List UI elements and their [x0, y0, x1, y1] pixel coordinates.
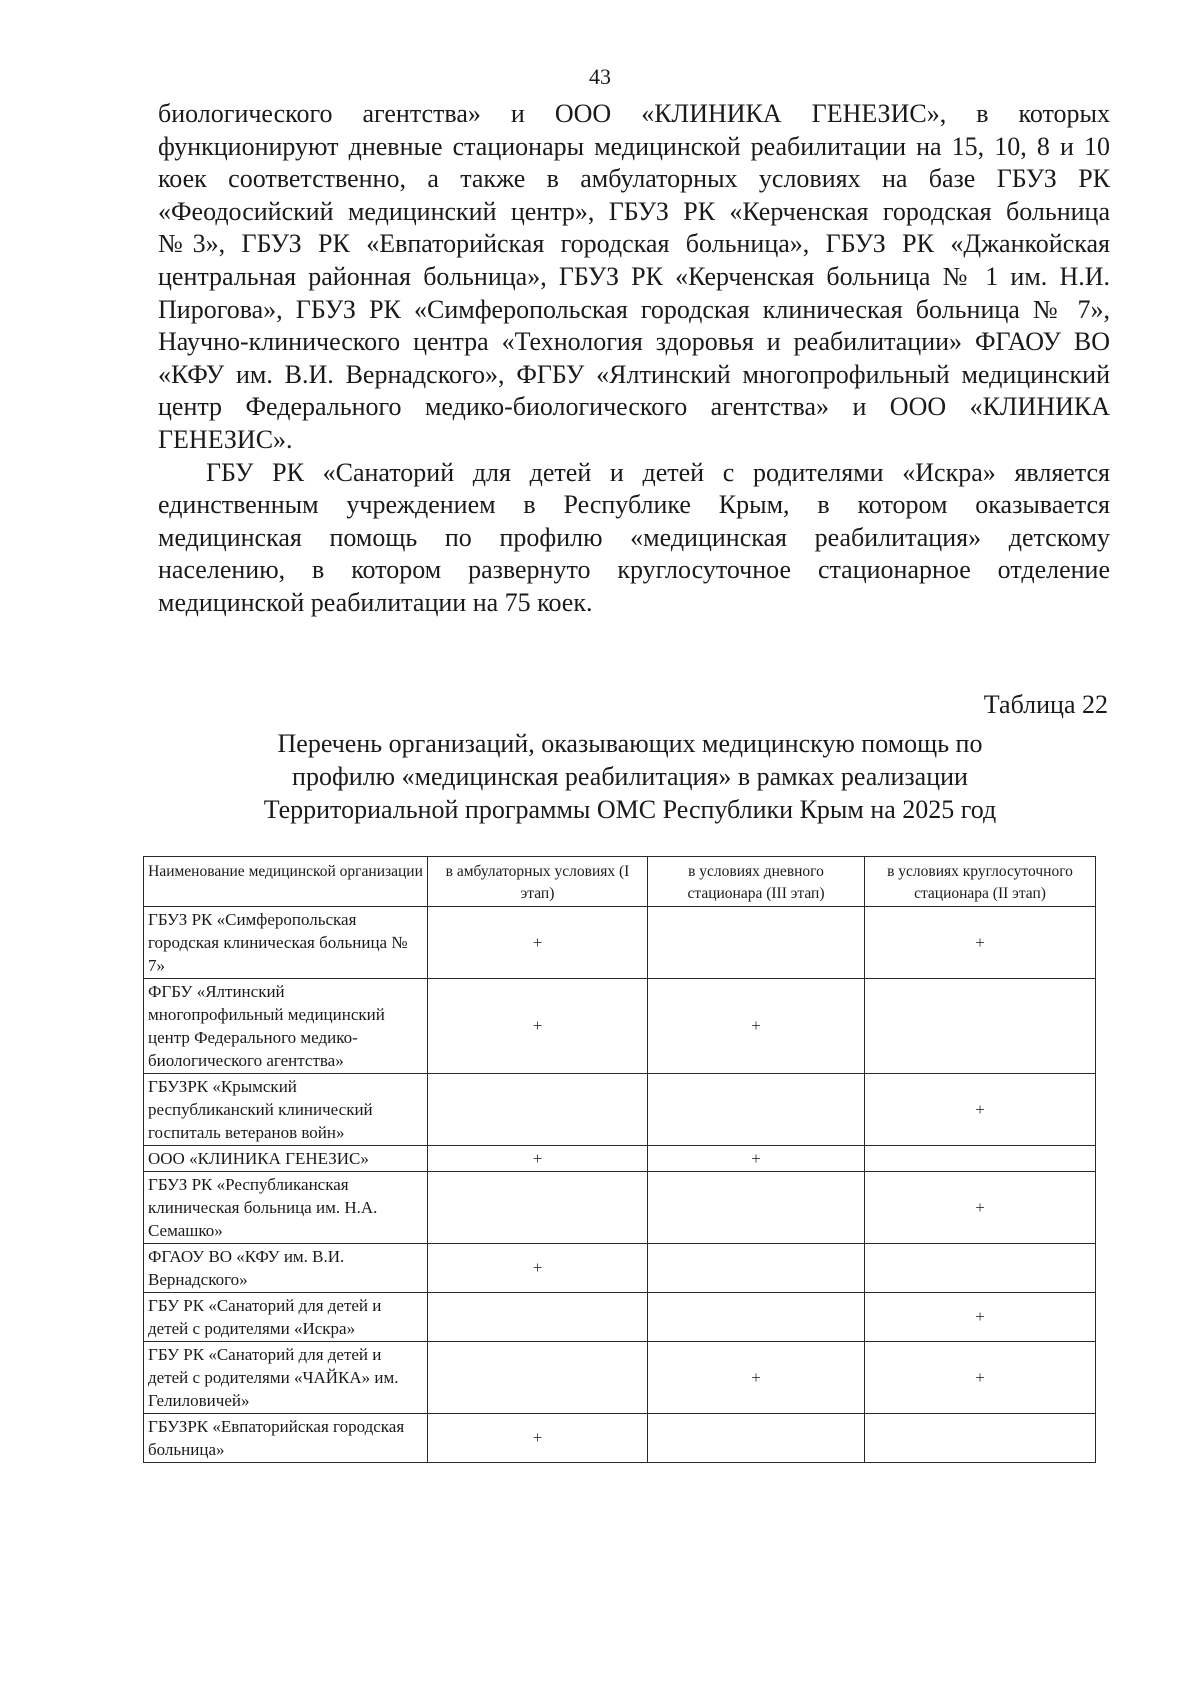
mark-day-hospital [648, 907, 865, 979]
mark-day-hospital: + [648, 1146, 865, 1172]
table-title-line-1: Перечень организаций, оказывающих медицинскую помощь по [277, 729, 983, 758]
mark-round-clock: + [865, 1293, 1096, 1342]
mark-day-hospital [648, 1414, 865, 1463]
page-number: 43 [589, 64, 611, 89]
header-organization: Наименование медицинской организации [144, 857, 428, 907]
mark-round-clock: + [865, 1172, 1096, 1244]
org-name: ГБУ РК «Санаторий для детей и детей с родителями «ЧАЙКА» им. Гелиловичей» [144, 1342, 428, 1414]
mark-ambulatory: + [428, 1414, 648, 1463]
header-ambulatory: в амбулаторных условиях (I этап) [428, 857, 648, 907]
org-name: ФГАОУ ВО «КФУ им. В.И. Вернадского» [144, 1244, 428, 1293]
mark-ambulatory: + [428, 1244, 648, 1293]
table-row [144, 1074, 1096, 1146]
table-row [144, 1172, 1096, 1244]
table-row [144, 1414, 1096, 1463]
table-label: Таблица 22 [983, 690, 1108, 719]
mark-round-clock [865, 979, 1096, 1074]
mark-round-clock: + [865, 907, 1096, 979]
mark-round-clock [865, 1414, 1096, 1463]
mark-round-clock [865, 1146, 1096, 1172]
table-row [144, 907, 1096, 979]
mark-ambulatory [428, 1342, 648, 1414]
mark-ambulatory [428, 1172, 648, 1244]
org-name: ГБУ РК «Санаторий для детей и детей с родителями «Искра» [144, 1293, 428, 1342]
mark-ambulatory: + [428, 979, 648, 1074]
mark-day-hospital: + [648, 979, 865, 1074]
header-day-hospital: в условиях дневного стационара (III этап) [648, 857, 865, 907]
paragraph-iskra: ГБУ РК «Санаторий для детей и детей с родителями «Искра» является единственным учреждением в Республике Крым, в котором оказывается медицинская помощь по профилю «медицинская реабилитация» детскому населению, в котором развернуто круглосуточное стационарное отделение медицинской реабилитации на 75 коек. [158, 457, 1110, 617]
mark-day-hospital [648, 1244, 865, 1293]
table-row [144, 1293, 1096, 1342]
paragraph-continuation: биологического агентства» и ООО «КЛИНИКА ГЕНЕЗИС», в которых функционируют дневные стационары медицинской реабилитации на 15, 10, 8 и 10 коек соответственно, а также в амбулаторных условиях на базе ГБУЗ РК «Феодосийский медицинский центр», ГБУЗ РК «Керченская городская больница №3», ГБУЗ РК «Евпаторийская городская больница», ГБУЗ РК «Джанкойская центральная районная больница», ГБУЗ РК «Керченская больница № 1 им. Н.И. Пирогова», ГБУЗ РК «Симферопольская городская клиническая больница № 7», Научно-клинического центра «Технология здоровья и реабилитации» ФГАОУ ВО «КФУ им. В.И. Вернадского», ФГБУ «Ялтинский многопрофильный медицинский центр Федерального медико-биологического агентства» и ООО «КЛИНИКА ГЕНЕЗИС». [158, 99, 1110, 454]
table-row [144, 1342, 1096, 1414]
mark-day-hospital [648, 1293, 865, 1342]
org-name: ГБУЗ РК «Республиканская клиническая больница им. Н.А. Семашко» [144, 1172, 428, 1244]
table-title-line-2: профилю «медицинская реабилитация» в рамках реализации [292, 762, 968, 791]
org-name: ФГБУ «Ялтинский многопрофильный медицинский центр Федерального медико-биологического агентства» [144, 979, 428, 1074]
body-text [158, 98, 1110, 620]
table-row [144, 1244, 1096, 1293]
table-title-line-3: Территориальной программы ОМС Республики Крым на 2025 год [263, 795, 997, 824]
table-row [144, 1146, 1096, 1172]
table-header-row [144, 857, 1096, 907]
org-name: ГБУЗ РК «Симферопольская городская клиническая больница № 7» [144, 907, 428, 979]
mark-day-hospital [648, 1074, 865, 1146]
mark-ambulatory [428, 1293, 648, 1342]
mark-ambulatory [428, 1074, 648, 1146]
table-title [180, 727, 1080, 826]
table-row [144, 979, 1096, 1074]
org-name: ГБУЗРК «Евпаторийская городская больница» [144, 1414, 428, 1463]
org-name: ООО «КЛИНИКА ГЕНЕЗИС» [144, 1146, 428, 1172]
org-name: ГБУЗРК «Крымский республиканский клинический госпиталь ветеранов войн» [144, 1074, 428, 1146]
mark-round-clock [865, 1244, 1096, 1293]
mark-round-clock: + [865, 1074, 1096, 1146]
organizations-table [143, 856, 1096, 1463]
mark-round-clock: + [865, 1342, 1096, 1414]
header-round-clock-hospital: в условиях круглосуточного стационара (II этап) [865, 857, 1096, 907]
mark-ambulatory: + [428, 1146, 648, 1172]
mark-ambulatory: + [428, 907, 648, 979]
mark-day-hospital: + [648, 1342, 865, 1414]
mark-day-hospital [648, 1172, 865, 1244]
